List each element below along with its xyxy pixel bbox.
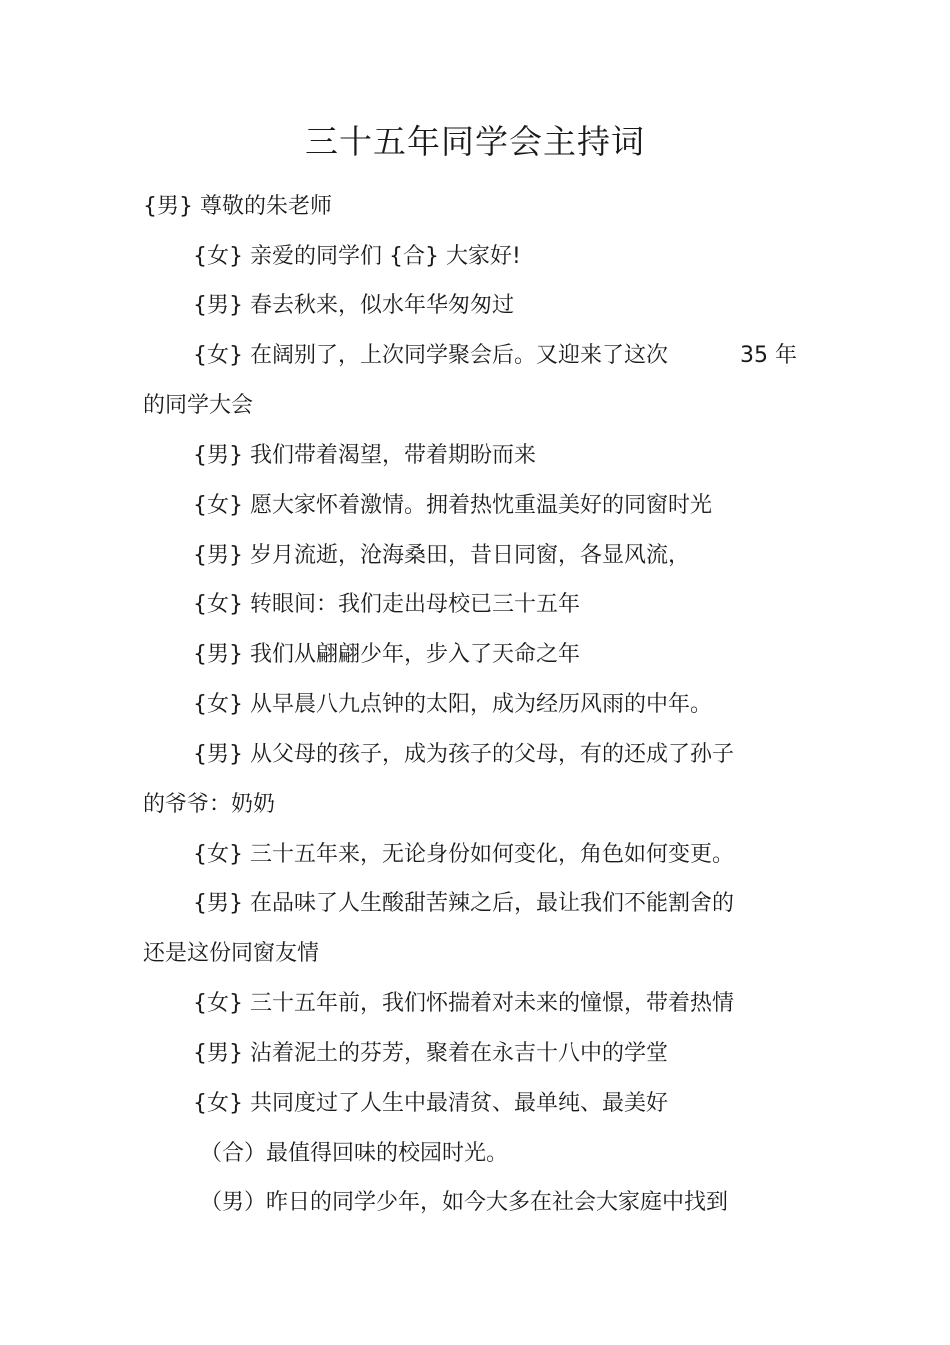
paragraph-line: {女} 从早晨八九点钟的太阳，成为经历风雨的中年。 — [193, 692, 712, 717]
paragraph-line: {女} 转眼间：我们走出母校已三十五年 — [193, 592, 580, 617]
paragraph-line: {男} 尊敬的朱老师 — [143, 194, 332, 219]
paragraph-line: 的爷爷：奶奶 — [143, 792, 276, 817]
paragraph-line: {女} 三十五年来，无论身份如何变化，角色如何变更。 — [193, 842, 734, 867]
document-title: 三十五年同学会主持词 — [305, 122, 645, 161]
paragraph-line: {男} 从父母的孩子，成为孩子的父母，有的还成了孙子 — [193, 742, 734, 767]
paragraph-line: {男} 我们带着渴望，带着期盼而来 — [193, 443, 536, 468]
paragraph-line: （合）最值得回味的校园时光。 — [200, 1141, 509, 1166]
paragraph-line: {女} 共同度过了人生中最清贫、最单纯、最美好 — [193, 1091, 668, 1116]
paragraph-line: {男} 岁月流逝，沧海桑田，昔日同窗，各显风流， — [193, 543, 690, 568]
year-number: 35 年 — [740, 343, 797, 368]
paragraph-line: {男} 在品味了人生酸甜苦辣之后，最让我们不能割舍的 — [193, 891, 734, 916]
paragraph-line: （男）昨日的同学少年，如今大多在社会大家庭中找到 — [200, 1190, 729, 1215]
paragraph-line: {女} 愿大家怀着激情。拥着热忱重温美好的同窗时光 — [193, 493, 712, 518]
paragraph-line: {男} 春去秋来，似水年华匆匆过 — [193, 293, 514, 318]
paragraph-line: {男} 我们从翩翩少年，步入了天命之年 — [193, 642, 580, 667]
paragraph-line: 的同学大会 — [143, 393, 254, 418]
paragraph-line: {女} 三十五年前，我们怀揣着对未来的憧憬，带着热情 — [193, 991, 734, 1016]
paragraph-line: {女} 亲爱的同学们 {合} 大家好! — [193, 244, 521, 269]
paragraph-line: 还是这份同窗友情 — [143, 941, 320, 966]
paragraph-line: {男} 沾着泥土的芬芳，聚着在永吉十八中的学堂 — [193, 1041, 668, 1066]
paragraph-line: {女} 在阔别了，上次同学聚会后。又迎来了这次 — [193, 343, 668, 368]
